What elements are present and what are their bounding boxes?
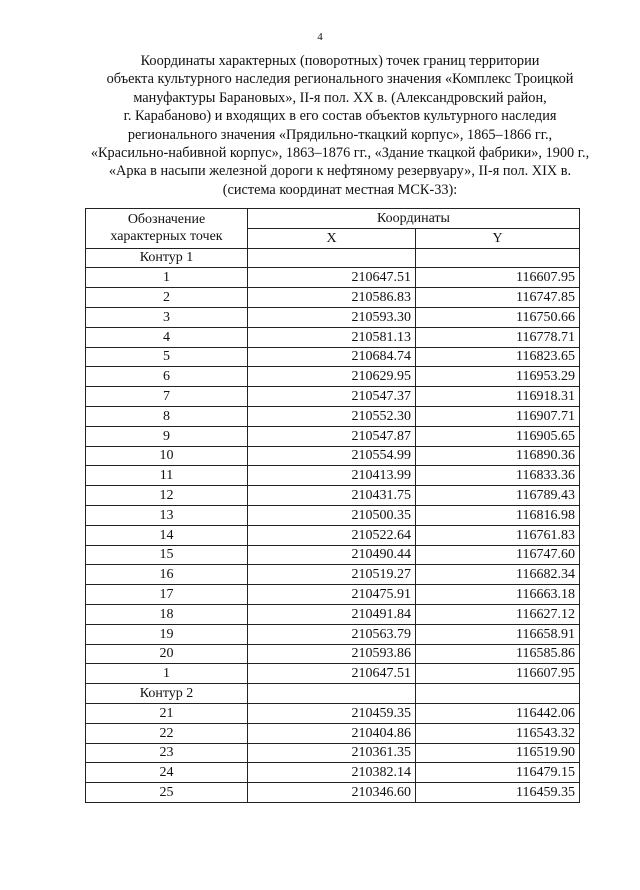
- point-number-cell: 10: [86, 446, 248, 466]
- y-coordinate-cell: 116823.65: [416, 347, 580, 367]
- point-number-cell: 21: [86, 703, 248, 723]
- x-coordinate-cell: 210586.83: [248, 288, 416, 308]
- x-header: X: [248, 228, 416, 248]
- contour-label: Контур 1: [86, 248, 248, 268]
- x-coordinate-cell: 210647.51: [248, 664, 416, 684]
- table-row: [86, 505, 580, 525]
- table-row: [86, 743, 580, 763]
- x-coordinate-cell: 210552.30: [248, 406, 416, 426]
- point-number-cell: 20: [86, 644, 248, 664]
- y-coordinate-cell: 116607.95: [416, 664, 580, 684]
- point-number-cell: 15: [86, 545, 248, 565]
- heading-line: объекта культурного наследия регионального значения «Комплекс Троицкой: [106, 71, 574, 88]
- page-number: 4: [317, 31, 323, 43]
- x-coordinate-cell: 210581.13: [248, 327, 416, 347]
- point-number-cell: 1: [86, 268, 248, 288]
- heading-line: регионального значения «Прядильно-ткацкий корпус», 1865–1866 гг.,: [127, 126, 553, 143]
- x-coordinate-cell: 210554.99: [248, 446, 416, 466]
- point-number-cell: 2: [86, 288, 248, 308]
- x-coordinate-cell: 210361.35: [248, 743, 416, 763]
- x-coordinate-cell: 210563.79: [248, 624, 416, 644]
- y-coordinate-cell: 116543.32: [416, 723, 580, 743]
- table-header-row: [86, 209, 580, 229]
- point-number-cell: 7: [86, 387, 248, 407]
- table-row: [86, 426, 580, 446]
- point-number-cell: 13: [86, 505, 248, 525]
- contour-row: [86, 684, 580, 704]
- point-number-cell: 14: [86, 525, 248, 545]
- table-row: [86, 783, 580, 803]
- point-number-cell: 11: [86, 466, 248, 486]
- y-coordinate-cell: 116585.86: [416, 644, 580, 664]
- x-coordinate-cell: 210522.64: [248, 525, 416, 545]
- x-coordinate-cell: 210593.30: [248, 307, 416, 327]
- y-coordinate-cell: 116918.31: [416, 387, 580, 407]
- table-row: [86, 446, 580, 466]
- y-coordinate-cell: 116907.71: [416, 406, 580, 426]
- x-coordinate-cell: 210475.91: [248, 585, 416, 605]
- x-coordinate-cell: 210413.99: [248, 466, 416, 486]
- heading-line: Координаты характерных (поворотных) точек границ территории: [140, 53, 540, 69]
- x-coordinate-cell: 210647.51: [248, 268, 416, 288]
- x-coordinate-cell: 210547.87: [248, 426, 416, 446]
- point-number-cell: 12: [86, 486, 248, 506]
- y-coordinate-cell: 116761.83: [416, 525, 580, 545]
- y-coordinate-cell: 116658.91: [416, 624, 580, 644]
- heading-line: г. Карабаново) и входящих в его состав объектов культурного наследия: [123, 108, 557, 125]
- y-coordinate-cell: 116682.34: [416, 565, 580, 585]
- table-row: [86, 268, 580, 288]
- empty-cell: [416, 248, 580, 268]
- x-coordinate-cell: 210459.35: [248, 703, 416, 723]
- point-designation-header: [86, 209, 248, 249]
- table-row: [86, 545, 580, 565]
- table-row: [86, 387, 580, 407]
- point-number-cell: 8: [86, 406, 248, 426]
- y-coordinate-cell: 116778.71: [416, 327, 580, 347]
- header-line: Обозначение: [127, 212, 206, 228]
- y-coordinate-cell: 116442.06: [416, 703, 580, 723]
- x-coordinate-cell: 210346.60: [248, 783, 416, 803]
- point-number-cell: 5: [86, 347, 248, 367]
- y-coordinate-cell: 116607.95: [416, 268, 580, 288]
- x-coordinate-cell: 210547.37: [248, 387, 416, 407]
- table-row: [86, 565, 580, 585]
- y-header: Y: [416, 228, 580, 248]
- y-coordinate-cell: 116833.36: [416, 466, 580, 486]
- document-heading: [60, 52, 620, 199]
- x-coordinate-cell: 210431.75: [248, 486, 416, 506]
- empty-cell: [248, 248, 416, 268]
- table-row: [86, 466, 580, 486]
- y-coordinate-cell: 116747.60: [416, 545, 580, 565]
- heading-line: «Арка в насыпи железной дороги к нефтяному резервуару», II-я пол. XIX в.: [108, 163, 572, 180]
- table-row: [86, 703, 580, 723]
- table-row: [86, 624, 580, 644]
- point-number-cell: 17: [86, 585, 248, 605]
- y-coordinate-cell: 116627.12: [416, 604, 580, 624]
- table-row: [86, 367, 580, 387]
- point-number-cell: 16: [86, 565, 248, 585]
- x-coordinate-cell: 210629.95: [248, 367, 416, 387]
- heading-line: «Красильно-набивной корпус», 1863–1876 гг., «Здание ткацкой фабрики», 1900 г.,: [90, 145, 590, 162]
- point-number-cell: 19: [86, 624, 248, 644]
- table-row: [86, 525, 580, 545]
- header-line: характерных точек: [110, 229, 223, 245]
- x-coordinate-cell: 210500.35: [248, 505, 416, 525]
- y-coordinate-cell: 116519.90: [416, 743, 580, 763]
- table-row: [86, 347, 580, 367]
- x-coordinate-cell: 210593.86: [248, 644, 416, 664]
- point-number-cell: 3: [86, 307, 248, 327]
- x-coordinate-cell: 210519.27: [248, 565, 416, 585]
- y-coordinate-cell: 116750.66: [416, 307, 580, 327]
- y-coordinate-cell: 116905.65: [416, 426, 580, 446]
- point-number-cell: 6: [86, 367, 248, 387]
- contour-label: Контур 2: [86, 684, 248, 704]
- x-coordinate-cell: 210382.14: [248, 763, 416, 783]
- y-coordinate-cell: 116747.85: [416, 288, 580, 308]
- point-number-cell: 4: [86, 327, 248, 347]
- table-row: [86, 288, 580, 308]
- table-body: [86, 248, 580, 802]
- table-row: [86, 406, 580, 426]
- table-row: [86, 664, 580, 684]
- point-number-cell: 9: [86, 426, 248, 446]
- table-row: [86, 723, 580, 743]
- coordinates-table: [85, 208, 580, 803]
- y-coordinate-cell: 116479.15: [416, 763, 580, 783]
- heading-line: (система координат местная МСК-33):: [222, 181, 458, 198]
- y-coordinate-cell: 116663.18: [416, 585, 580, 605]
- x-coordinate-cell: 210404.86: [248, 723, 416, 743]
- point-number-cell: 18: [86, 604, 248, 624]
- point-number-cell: 24: [86, 763, 248, 783]
- y-coordinate-cell: 116816.98: [416, 505, 580, 525]
- heading-line: мануфактуры Барановых», II-я пол. XX в. (Александровский район,: [133, 89, 547, 106]
- table-row: [86, 763, 580, 783]
- x-coordinate-cell: 210491.84: [248, 604, 416, 624]
- y-coordinate-cell: 116953.29: [416, 367, 580, 387]
- table-row: [86, 604, 580, 624]
- coordinates-header: Координаты: [248, 209, 580, 229]
- y-coordinate-cell: 116459.35: [416, 783, 580, 803]
- table-row: [86, 307, 580, 327]
- table-row: [86, 585, 580, 605]
- table-row: [86, 644, 580, 664]
- empty-cell: [248, 684, 416, 704]
- y-coordinate-cell: 116789.43: [416, 486, 580, 506]
- table-row: [86, 327, 580, 347]
- point-number-cell: 23: [86, 743, 248, 763]
- x-coordinate-cell: 210490.44: [248, 545, 416, 565]
- y-coordinate-cell: 116890.36: [416, 446, 580, 466]
- contour-row: [86, 248, 580, 268]
- point-number-cell: 25: [86, 783, 248, 803]
- point-number-cell: 1: [86, 664, 248, 684]
- empty-cell: [416, 684, 580, 704]
- point-number-cell: 22: [86, 723, 248, 743]
- x-coordinate-cell: 210684.74: [248, 347, 416, 367]
- table-row: [86, 486, 580, 506]
